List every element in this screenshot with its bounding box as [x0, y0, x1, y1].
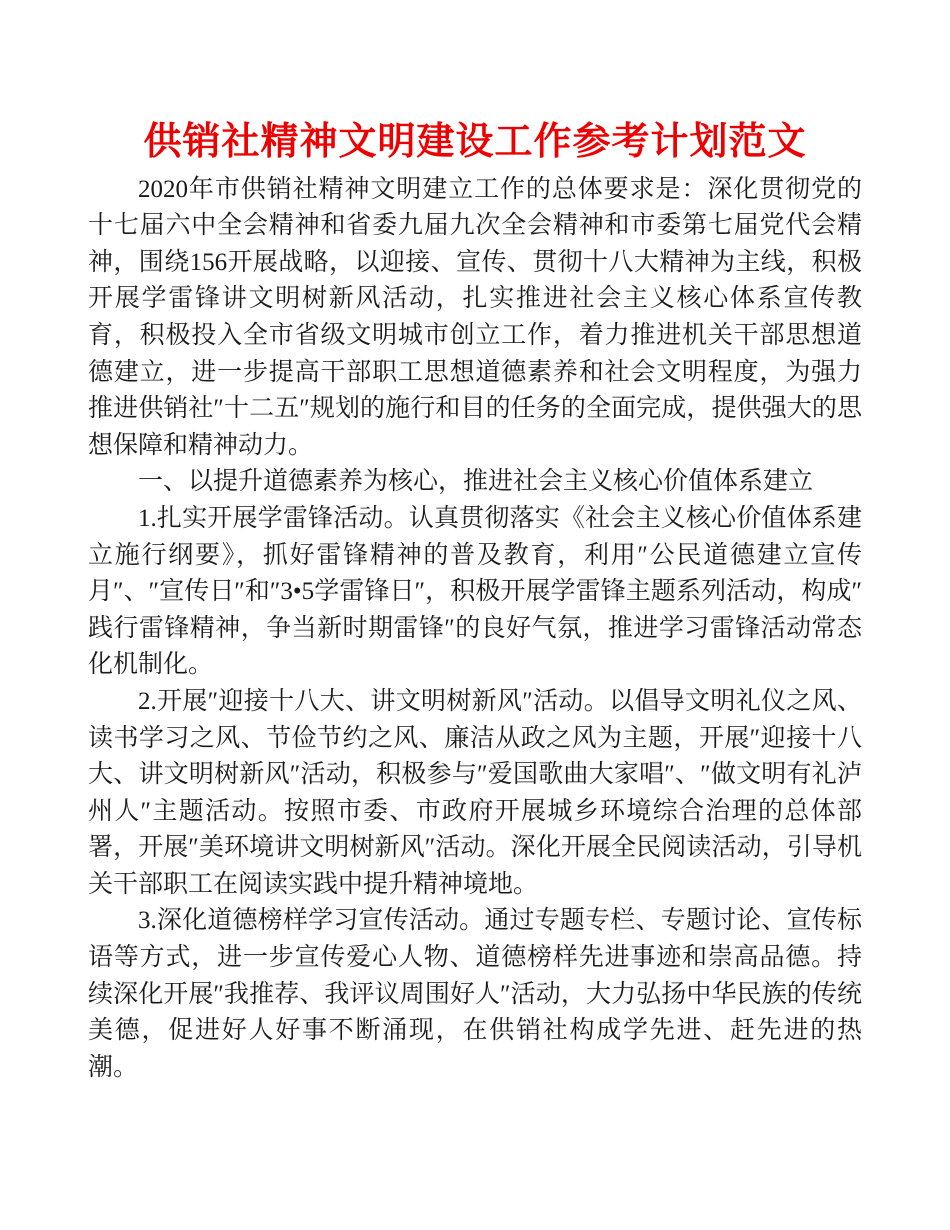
paragraph-item-2: 2.开展″迎接十八大、讲文明树新风″活动。以倡导文明礼仪之风、读书学习之风、节俭节约之风、廉洁从政之风为主题，开展″迎接十八大、讲文明树新风″活动，积极参与″爱国歌曲大家唱″、″做文明有礼泸州人″主题活动。按照市委、市政府开展城乡环境综合治理的总体部署，开展″美环境讲文明树新风″活动。深化开展全民阅读活动，引导机关干部职工在阅读实践中提升精神境地。	[88, 687, 862, 898]
paragraph-item-1: 1.扎实开展学雷锋活动。认真贯彻落实《社会主义核心价值体系建立施行纲要》，抓好雷锋精神的普及教育，利用″公民道德建立宣传月″、″宣传日″和″3•5学雷锋日″，积极开展学雷锋主题系列活动，构成″践行雷锋精神，争当新时期雷锋″的良好气氛，推进学习雷锋活动常态化机制化。	[88, 504, 862, 679]
section-heading-one: 一、以提升道德素养为核心，推进社会主义核心价值体系建立	[138, 468, 814, 496]
paragraph-item-3: 3.深化道德榜样学习宣传活动。通过专题专栏、专题讨论、宣传标语等方式，进一步宣传爱心人物、道德榜样先进事迹和崇高品德。持续深化开展″我推荐、我评议周围好人″活动，大力弘扬中华民族的传统美德，促进好人好事不断涌现，在供销社构成学先进、赶先进的热潮。	[88, 907, 862, 1081]
paragraph-overview: 2020年市供销社精神文明建立工作的总体要求是：深化贯彻党的十七届六中全会精神和省委九届九次全会精神和市委第七届党代会精神，围绕156开展战略，以迎接、宣传、贯彻十八大精神为主线，积极开展学雷锋讲文明树新风活动，扎实推进社会主义核心体系宣传教育，积极投入全市省级文明城市创立工作，着力推进机关干部思想道德建立，进一步提高干部职工思想道德素养和社会文明程度，为强力推进供销社″十二五″规划的施行和目的任务的全面完成，提供强大的思想保障和精神动力。	[88, 175, 862, 459]
document-title: 供销社精神文明建设工作参考计划范文	[143, 121, 807, 163]
document-body	[88, 172, 862, 1087]
